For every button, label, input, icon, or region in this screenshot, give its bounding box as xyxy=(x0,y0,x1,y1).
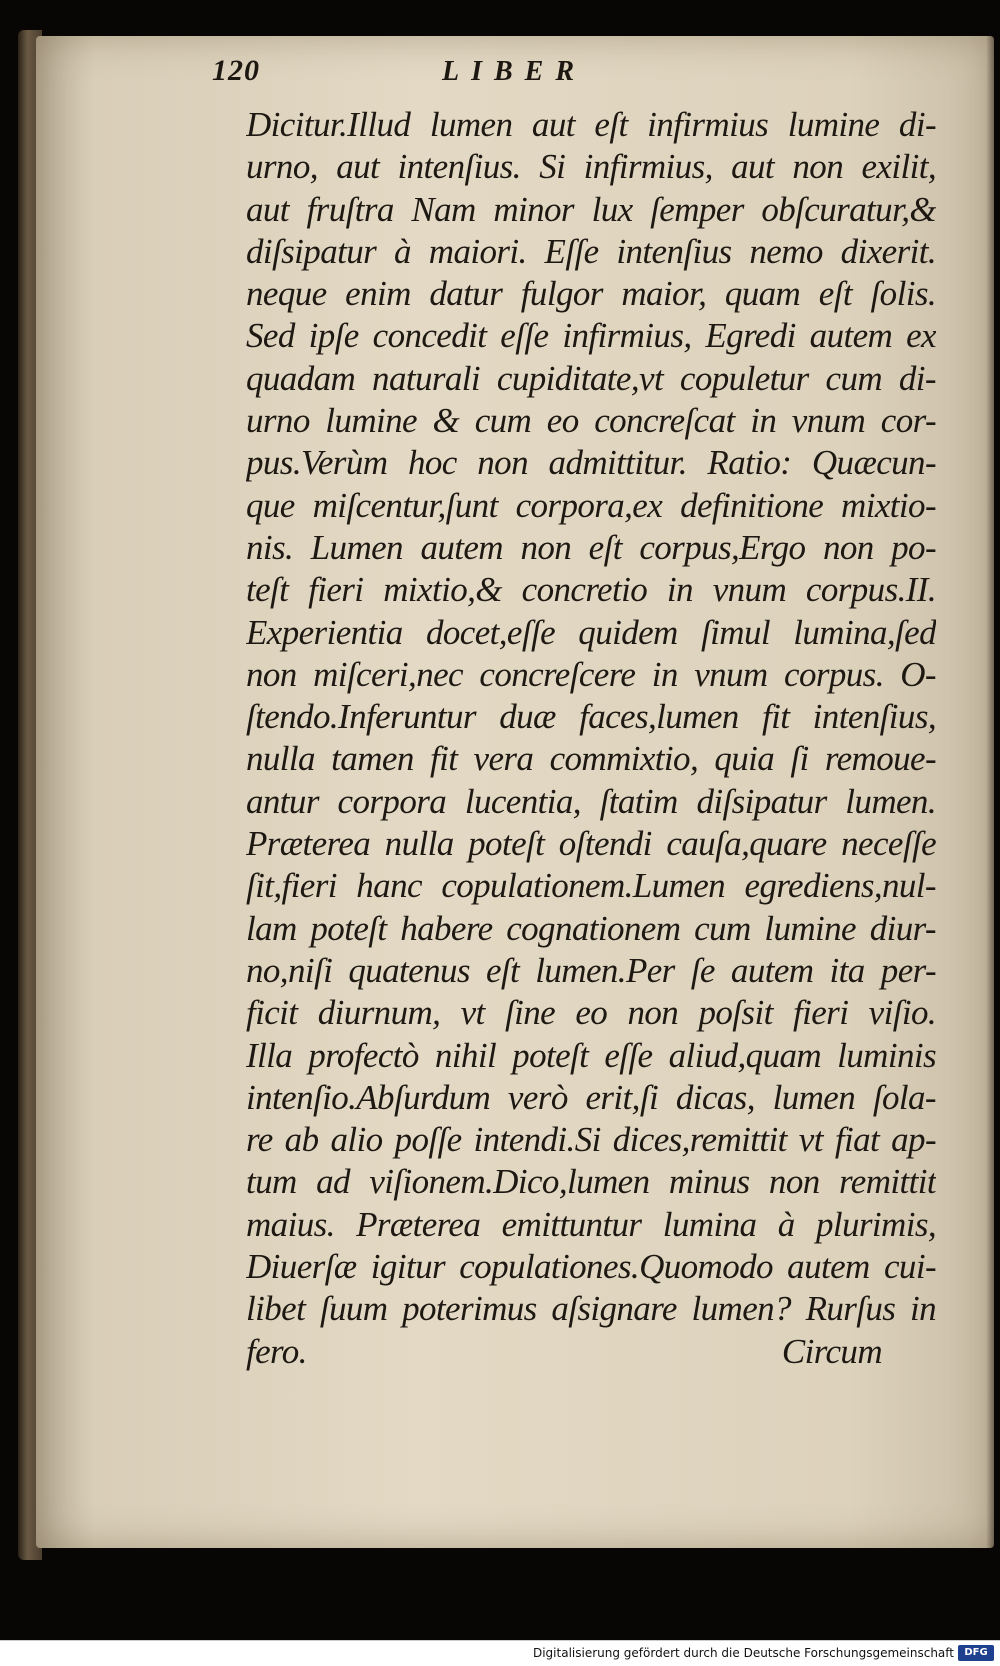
text-line: teſt fieri mixtio,& concretio in vnum corpus.II. xyxy=(246,570,936,610)
catchword: Circum xyxy=(781,1331,882,1371)
text-line: ſit,fieri hanc copulationem.Lumen egrediens,nul- xyxy=(246,866,936,906)
text-line: ficit diurnum, vt ſine eo non poſsit fieri viſio. xyxy=(246,993,936,1033)
text-line: Præterea nulla poteſt oſtendi cauſa,quare neceſſe xyxy=(246,824,936,864)
text-line: quadam naturali cupiditate,vt copuletur cum di- xyxy=(246,358,936,398)
text-line: Illa profectò nihil poteſt eſſe aliud,quam luminis xyxy=(246,1035,936,1075)
text-line: diſsipatur à maiori. Eſſe intenſius nemo dixerit. xyxy=(246,231,936,271)
text-line: neque enim datur fulgor maior, quam eſt ſolis. xyxy=(246,274,936,314)
text-line: nis. Lumen autem non eſt corpus,Ergo non po- xyxy=(246,527,936,567)
text-line: urno, aut intenſius. Si infirmius, aut non exilit, xyxy=(246,147,936,187)
text-line: libet ſuum poterimus aſsignare lumen? Rurſus in xyxy=(246,1289,936,1329)
text-line: non miſceri,nec concreſcere in vnum corpus. O- xyxy=(246,654,936,694)
funding-credit: Digitalisierung gefördert durch die Deutsche Forschungsgemeinschaft xyxy=(532,1646,954,1660)
text-line: Dicitur.Illud lumen aut eſt infirmius lumine di- xyxy=(246,105,936,144)
text-line: nulla tamen fit vera commixtio, quia ſi remoue- xyxy=(246,739,936,779)
text-line: Sed ipſe concedit eſſe infirmius, Egredi autem ex xyxy=(246,316,936,356)
text-line: Experientia docet,eſſe quidem ſimul lumina,ſed xyxy=(246,612,936,652)
text-line: ſtendo.Inferuntur duæ faces,lumen fit intenſius, xyxy=(246,697,936,737)
text-line: re ab alio poſſe intendi.Si dices,remittit vt fiat ap- xyxy=(246,1120,936,1160)
text-line-last xyxy=(246,1331,936,1373)
text-line: lam poteſt habere cognationem cum lumine diur- xyxy=(246,908,936,948)
page-header xyxy=(212,54,832,98)
text-line: pus.Verùm hoc non admittitur. Ratio: Quæcun- xyxy=(246,443,936,483)
page-number: 120 xyxy=(212,54,260,87)
running-head: LIBER xyxy=(442,56,587,87)
dfg-logo: DFG xyxy=(958,1645,994,1661)
body-text xyxy=(246,104,936,1373)
text-line: urno lumine & cum eo concreſcat in vnum cor- xyxy=(246,401,936,441)
last-line-text: fero. xyxy=(246,1331,307,1371)
text-line: tum ad viſionem.Dico,lumen minus non remittit xyxy=(246,1162,936,1202)
footer-bar xyxy=(0,1640,1000,1666)
text-line: no,niſi quatenus eſt lumen.Per ſe autem ita per- xyxy=(246,950,936,990)
text-line: maius. Præterea emittuntur lumina à plurimis, xyxy=(246,1204,936,1244)
text-line: Diuerſæ igitur copulationes.Quomodo autem cui- xyxy=(246,1247,936,1287)
text-line: antur corpora lucentia, ſtatim diſsipatur lumen. xyxy=(246,781,936,821)
text-line: aut fruſtra Nam minor lux ſemper obſcuratur,& xyxy=(246,189,936,229)
text-line: que miſcentur,ſunt corpora,ex definitione mixtio- xyxy=(246,485,936,525)
text-line: intenſio.Abſurdum verò erit,ſi dicas, lumen ſola- xyxy=(246,1077,936,1117)
page-edge-shadow xyxy=(986,36,994,1548)
